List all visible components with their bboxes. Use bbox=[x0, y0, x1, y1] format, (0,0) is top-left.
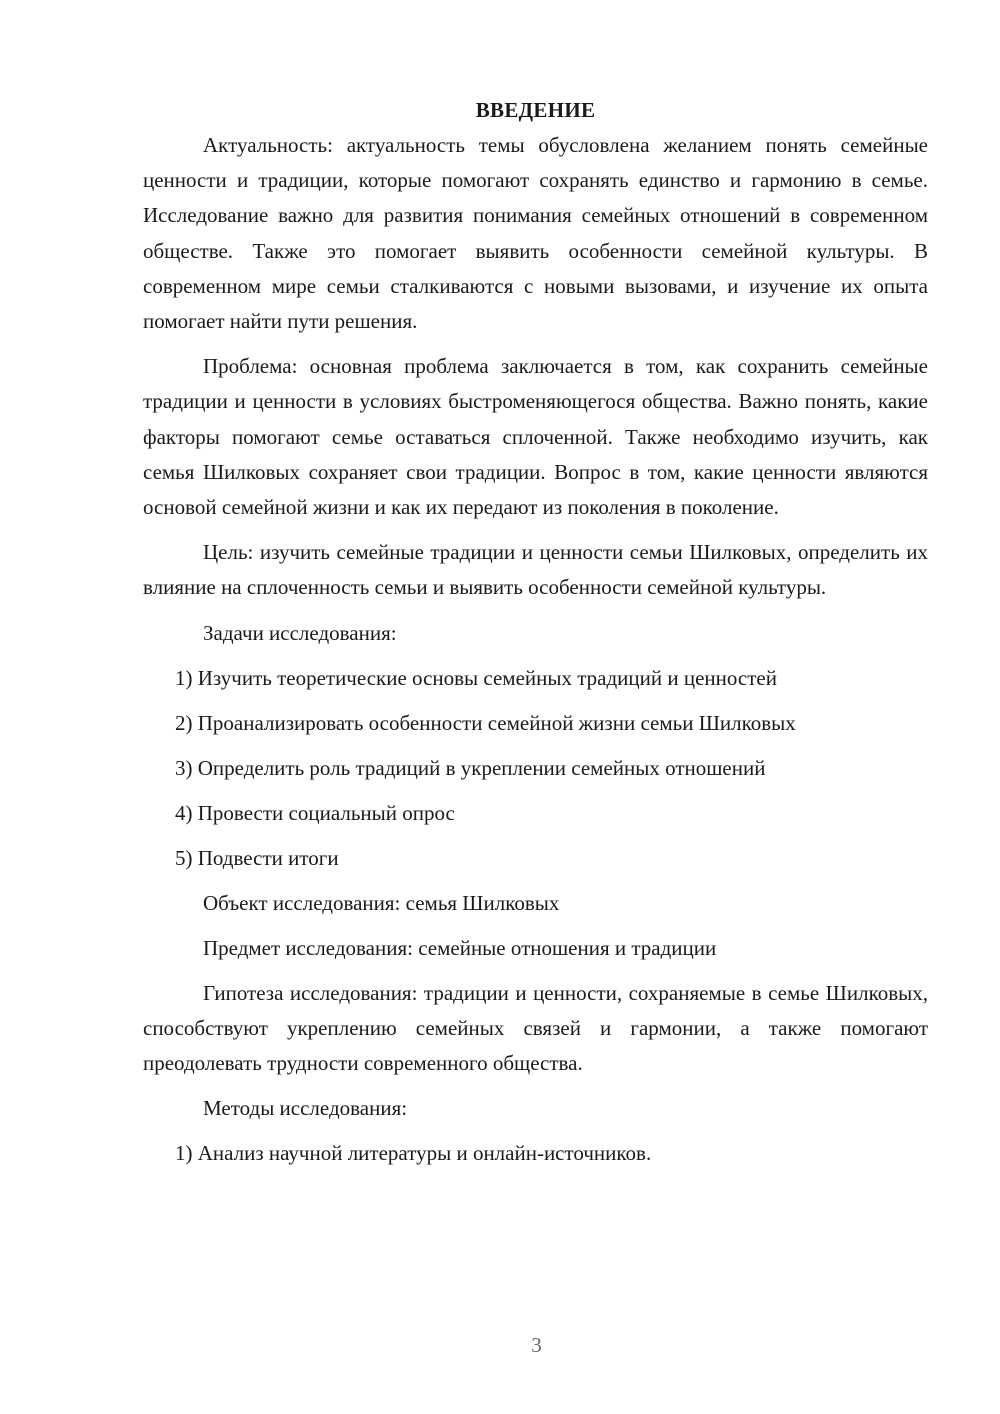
task-item: 1) Изучить теоретические основы семейных традиций и ценностей bbox=[175, 665, 777, 690]
task-item: 2) Проанализировать особенности семейной жизни семьи Шилковых bbox=[175, 710, 796, 735]
problem-paragraph: Проблема: основная проблема заключается в том, как сохранить семейные традиции и ценности в условиях быстроменяющегося общества. Важно понять, какие факторы помогают семье оставаться сплоченной. Также необходимо изучить, как семья Шилковых сохраняет свои традиции. Вопрос в том, какие ценности являются основой семейной жизни и как их передают из поколения в поколение. bbox=[143, 354, 928, 520]
task-item: 3) Определить роль традиций в укреплении семейных отношений bbox=[175, 755, 766, 780]
section-title: ВВЕДЕНИЕ bbox=[475, 98, 596, 122]
goal-paragraph: Цель: изучить семейные традиции и ценности семьи Шилковых, определить их влияние на сплоченность семьи и выявить особенности семейной культуры. bbox=[143, 540, 928, 600]
tasks-heading: Задачи исследования: bbox=[203, 620, 397, 645]
research-subject: Предмет исследования: семейные отношения и традиции bbox=[203, 935, 717, 960]
hypothesis-paragraph: Гипотеза исследования: традиции и ценности, сохраняемые в семье Шилковых, способствуют укреплению семейных связей и гармонии, а также помогают преодолевать трудности современного общества. bbox=[143, 980, 928, 1076]
task-item: 5) Подвести итоги bbox=[175, 845, 339, 870]
research-object: Объект исследования: семья Шилковых bbox=[203, 890, 560, 915]
task-item: 4) Провести социальный опрос bbox=[175, 800, 455, 825]
relevance-paragraph: Актуальность: актуальность темы обусловлена желанием понять семейные ценности и традиции, которые помогают сохранять единство и гармонию в семье. Исследование важно для развития понимания семейных отношений в современном обществе. Также это помогает выявить особенности семейной культуры. В современном мире семьи сталкиваются с новыми вызовами, и изучение их опыта помогает найти пути решения. bbox=[143, 133, 928, 334]
method-item: 1) Анализ научной литературы и онлайн-источников. bbox=[175, 1141, 652, 1166]
methods-heading: Методы исследования: bbox=[203, 1096, 408, 1121]
document-page bbox=[143, 92, 928, 1181]
page-number: 3 bbox=[531, 1333, 542, 1357]
